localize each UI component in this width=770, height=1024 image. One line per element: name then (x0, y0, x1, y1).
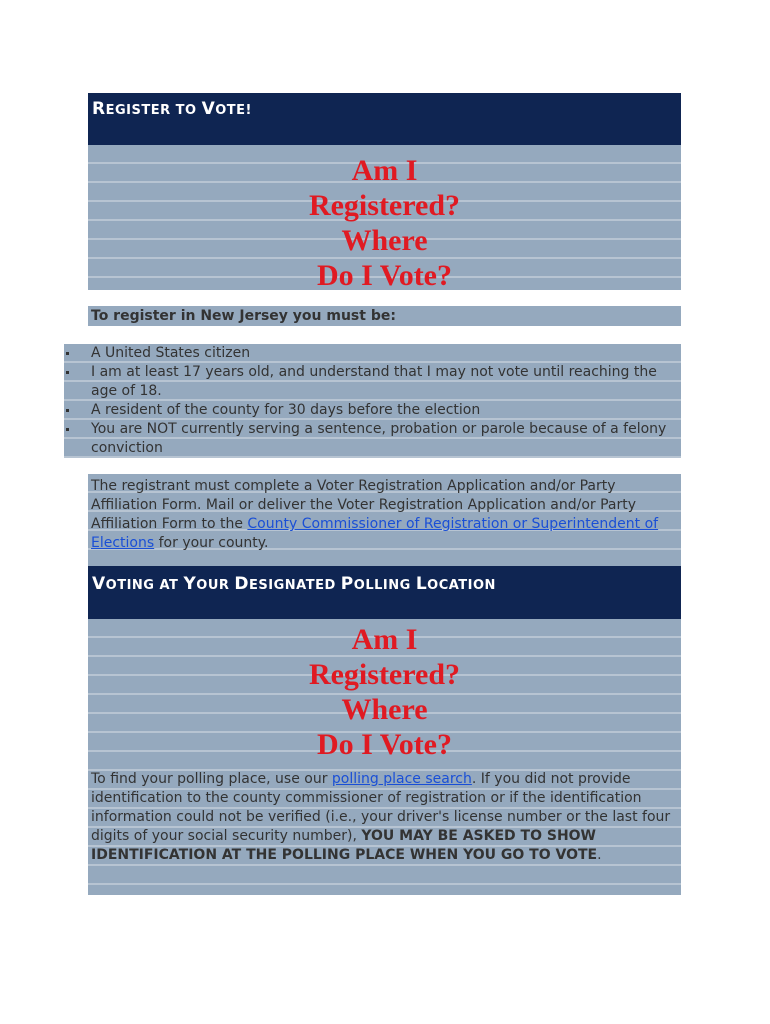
header-text: OTE! (215, 103, 252, 118)
list-item: A resident of the county for 30 days before the election (64, 401, 681, 420)
bullet-icon (66, 352, 69, 355)
header-letter: V (92, 574, 106, 594)
paragraph-text: The registrant must complete a Voter Registration Application and/or Party Affiliation Form. Mail or deliver the Voter Registration Application and/or Party Affiliation Form to the (91, 478, 637, 532)
header-text: ESIGNATED (249, 578, 341, 593)
list-item: You are NOT currently serving a sentence, probation or parole because of a felony conviction (64, 420, 681, 458)
paragraph-text: To find your polling place, use our (91, 771, 332, 787)
header-letter: L (415, 574, 428, 594)
title-line: Registered? (308, 189, 461, 222)
registration-paragraph (88, 474, 681, 566)
requirements-list (64, 344, 681, 458)
am-i-registered-title (88, 145, 681, 290)
requirements-heading (88, 306, 681, 326)
bullet-icon (66, 409, 69, 412)
header-letter: D (234, 574, 250, 594)
header-text: OLLING (353, 578, 416, 593)
header-letter: R (92, 99, 106, 119)
title-line: Registered? (308, 658, 461, 691)
paragraph-text: for your county. (154, 535, 269, 551)
polling-place-search-link[interactable]: polling place search (331, 771, 472, 787)
paragraph-text: . If you did not provide identification to the county commissioner of registration or if the identification information could not be verified (i.e., your driver's license number or the last four digits of your social security number), (91, 771, 671, 844)
polling-paragraph (88, 770, 681, 865)
county-commissioner-link[interactable]: County Commissioner of Registration or Superintendent of Elections (91, 516, 659, 551)
polling-place-panel (88, 619, 681, 895)
bullet-icon (66, 428, 69, 431)
title-line: Where (341, 224, 428, 257)
header-letter: P (340, 574, 354, 594)
title-line: Do I Vote? (316, 728, 452, 761)
header-text: OTING AT (105, 578, 184, 593)
list-item: A United States citizen (64, 344, 681, 363)
paragraph-text: . (597, 847, 602, 863)
list-item: I am at least 17 years old, and understand that I may not vote until reaching the age of 18. (64, 363, 681, 401)
title-line: Where (341, 693, 428, 726)
header-letter: V (201, 99, 216, 119)
header-letter: Y (183, 574, 197, 594)
register-to-vote-header (88, 93, 681, 145)
header-text: OUR (196, 578, 235, 593)
am-i-registered-title-2 (88, 622, 681, 762)
header-text: OCATION (427, 578, 496, 593)
title-line: Am I (351, 154, 418, 187)
polling-location-header (88, 566, 681, 619)
title-line: Am I (351, 623, 418, 656)
header-text: EGISTER TO (105, 103, 202, 118)
bullet-icon (66, 371, 69, 374)
title-line: Do I Vote? (316, 259, 452, 292)
identification-warning: YOU MAY BE ASKED TO SHOW IDENTIFICATION AT THE POLLING PLACE WHEN YOU GO TO VOTE (91, 828, 598, 863)
requirements-heading-text: To register in New Jersey you must be: (91, 308, 396, 324)
